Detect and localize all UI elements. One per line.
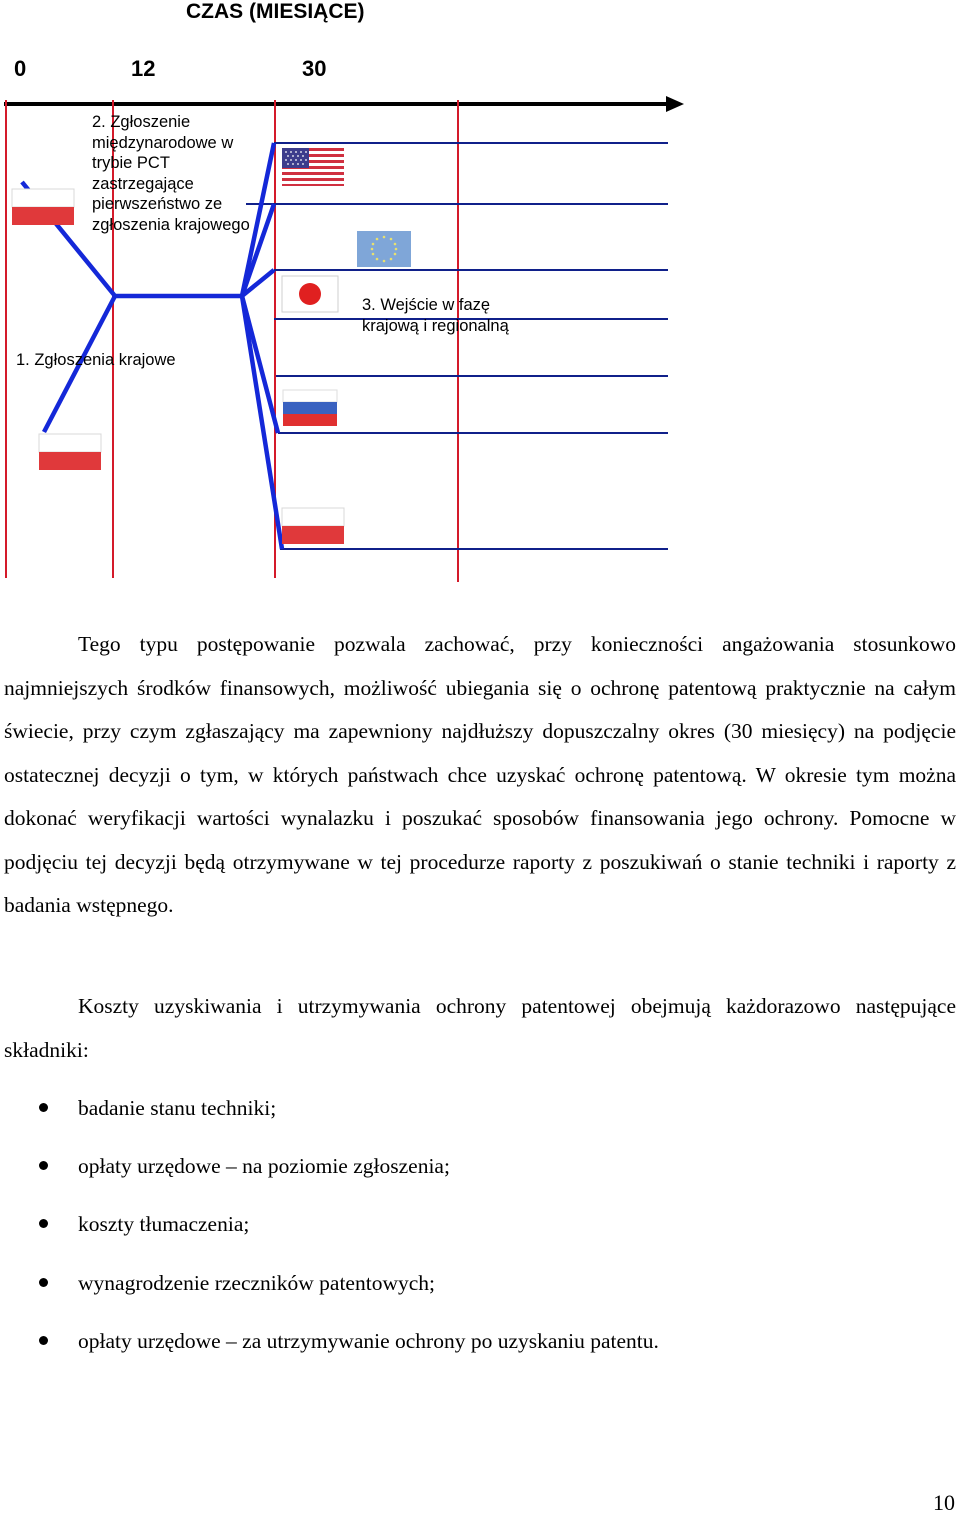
paragraph-procedure: [4, 623, 956, 928]
list-item-text: badanie stanu techniki;: [78, 1096, 277, 1120]
flag-russia-icon: [283, 390, 337, 426]
flag-japan-icon: [282, 276, 338, 312]
patent-timeline-diagram: [0, 0, 960, 600]
pct-label-line: międzynarodowe w: [92, 133, 234, 152]
page-number: 10: [933, 1490, 955, 1515]
list-item-text: opłaty urzędowe – na poziomie zgłoszenia;: [78, 1154, 450, 1179]
bullet-icon: [39, 1103, 48, 1112]
phase-label-line: 3. Wejście w fazę: [362, 296, 491, 314]
bullet-icon: [39, 1336, 48, 1345]
list-item-text: opłaty urzędowe – za utrzymywanie ochrony po uzyskaniu patentu.: [78, 1328, 659, 1353]
bullet-icon: [39, 1278, 48, 1287]
national-phase-label: [362, 295, 509, 336]
national-filings-label: 1. Zgłoszenia krajowe: [16, 351, 176, 369]
pct-label-line: zastrzegające: [92, 174, 194, 193]
bullet-icon: [39, 1219, 48, 1228]
paragraph-costs-intro: [4, 985, 956, 1072]
pct-label-line: trybie PCT: [92, 154, 170, 172]
phase-label-line: krajową i regionalną: [362, 316, 509, 335]
tick-label-0: 0: [14, 56, 27, 81]
pct-label-line: zgłoszenia krajowego: [92, 215, 250, 234]
paragraph-text: Tego typu postępowanie pozwala zachować, przy konieczności angażowania stosunkowo najmniejszych środków finansowych, możliwość ubiegania się o ochronę patentową praktycznie na całym świecie, przy czym zgłaszający ma zapewniony najdłuższy dopuszczalny okres (30 miesięcy) na podjęcie ostatecznej decyzji o tym, w których państwach chce uzyskać ochronę patentową. W okresie tym można dokonać weryfikacji wartości wynalazku i poszukać sposobów finansowania jego ochrony. Pomocne w podjęciu tej decyzji będą otrzymywane w tej procedurze raporty z poszukiwań o stanie techniki i raporty z badania wstępnego.: [4, 632, 956, 917]
paragraph-text: Koszty uzyskiwania i utrzymywania ochrony patentowej obejmują każdorazowo następujące składniki:: [4, 994, 956, 1062]
flag-poland-phase-icon: [282, 508, 344, 544]
time-axis-arrowhead: [666, 96, 684, 112]
pct-label-line: 2. Zgłoszenie: [92, 113, 191, 131]
pct-filing-label: [92, 112, 250, 235]
flag-eu-icon: [357, 231, 411, 267]
tick-label-30: 30: [302, 56, 327, 81]
tick-label-12: 12: [131, 56, 156, 81]
flag-poland-origin-icon: [12, 189, 74, 225]
diagram-title: CZAS (MIESIĄCE): [186, 0, 365, 23]
list-item-text: koszty tłumaczenia;: [78, 1212, 250, 1237]
list-item-text: wynagrodzenie rzeczników patentowych;: [78, 1270, 435, 1295]
flag-usa-icon: [282, 148, 344, 186]
flag-poland-national-icon: [39, 434, 101, 470]
pct-label-line: pierwszeństwo ze: [92, 195, 223, 213]
bullet-icon: [39, 1161, 48, 1170]
